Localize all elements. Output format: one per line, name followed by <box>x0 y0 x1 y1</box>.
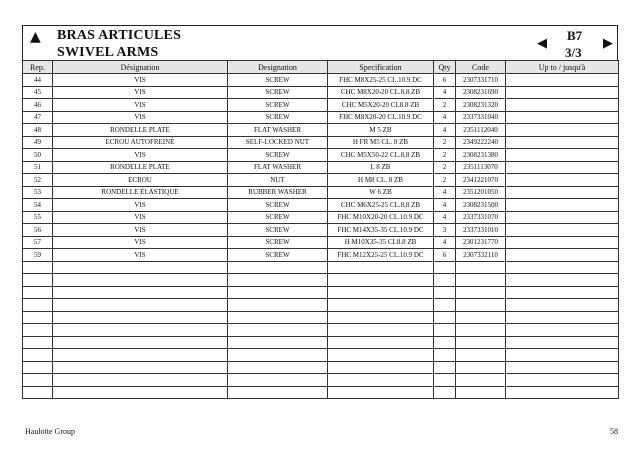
cell-up-to <box>506 74 619 87</box>
cell-specification <box>328 274 434 287</box>
cell-specification: FHC M10X20-20 CL.10.9 DC <box>328 211 434 224</box>
cell-designation-en <box>228 261 328 274</box>
cell-up-to <box>506 236 619 249</box>
next-page-arrow-icon[interactable]: ▶ <box>603 36 613 51</box>
footer-company: Haulotte Group <box>25 427 75 436</box>
cell-designation-fr: VIS <box>53 99 228 112</box>
cell-specification: CHC M5X20-20 CL8.8 ZB <box>328 99 434 112</box>
cell-rep: 50 <box>23 149 53 162</box>
cell-designation-en: SCREW <box>228 224 328 237</box>
page-header <box>22 25 618 60</box>
cell-rep: 54 <box>23 199 53 212</box>
cell-qty <box>434 286 456 299</box>
cell-designation-fr: RONDELLE PLATE <box>53 161 228 174</box>
cell-designation-en: SCREW <box>228 249 328 262</box>
cell-designation-fr: VIS <box>53 236 228 249</box>
cell-rep <box>23 324 53 337</box>
previous-page-arrow-icon[interactable]: ◀ <box>537 36 547 51</box>
cell-code <box>456 274 506 287</box>
cell-designation-fr <box>53 336 228 349</box>
cell-code <box>456 374 506 387</box>
cell-designation-en: SCREW <box>228 236 328 249</box>
cell-qty <box>434 336 456 349</box>
cell-designation-en <box>228 386 328 399</box>
cell-code: 2337331040 <box>456 111 506 124</box>
cell-specification <box>328 361 434 374</box>
cell-code: 2308231690 <box>456 86 506 99</box>
cell-rep: 48 <box>23 124 53 137</box>
cell-designation-fr: VIS <box>53 149 228 162</box>
cell-up-to <box>506 249 619 262</box>
cell-designation-fr <box>53 274 228 287</box>
table-row <box>23 211 619 224</box>
cell-designation-en: SCREW <box>228 86 328 99</box>
cell-code: 2308231320 <box>456 99 506 112</box>
empty-table-row <box>23 286 619 299</box>
cell-designation-en <box>228 361 328 374</box>
cell-qty: 4 <box>434 199 456 212</box>
cell-rep <box>23 299 53 312</box>
cell-qty: 6 <box>434 74 456 87</box>
cell-up-to <box>506 299 619 312</box>
empty-table-row <box>23 336 619 349</box>
cell-specification <box>328 324 434 337</box>
table-row <box>23 186 619 199</box>
empty-table-row <box>23 349 619 362</box>
cell-rep <box>23 286 53 299</box>
cell-up-to <box>506 161 619 174</box>
cell-rep: 55 <box>23 211 53 224</box>
cell-designation-fr: RONDELLE PLATE <box>53 124 228 137</box>
cell-code: 2349222240 <box>456 136 506 149</box>
cell-rep: 57 <box>23 236 53 249</box>
empty-table-row <box>23 374 619 387</box>
cell-specification: CHC M5X50-22 CL.8,8 ZB <box>328 149 434 162</box>
cell-up-to <box>506 286 619 299</box>
cell-rep <box>23 374 53 387</box>
cell-up-to <box>506 324 619 337</box>
cell-designation-en: RUBBER WASHER <box>228 186 328 199</box>
cell-specification: H M8 CL. 8 ZB <box>328 174 434 187</box>
cell-qty: 2 <box>434 161 456 174</box>
cell-qty <box>434 386 456 399</box>
cell-designation-fr: VIS <box>53 211 228 224</box>
cell-up-to <box>506 86 619 99</box>
cell-specification: H M10X35-35 CL8.8 ZB <box>328 236 434 249</box>
cell-designation-fr: VIS <box>53 224 228 237</box>
cell-rep: 46 <box>23 99 53 112</box>
cell-designation-en: SCREW <box>228 211 328 224</box>
cell-code <box>456 349 506 362</box>
cell-qty <box>434 261 456 274</box>
cell-qty: 4 <box>434 86 456 99</box>
cell-up-to <box>506 174 619 187</box>
cell-up-to <box>506 186 619 199</box>
cell-specification: W 6 ZB <box>328 186 434 199</box>
cell-qty: 4 <box>434 236 456 249</box>
cell-rep <box>23 361 53 374</box>
cell-qty: 4 <box>434 124 456 137</box>
cell-rep <box>23 311 53 324</box>
cell-up-to <box>506 136 619 149</box>
table-row <box>23 161 619 174</box>
cell-specification <box>328 311 434 324</box>
cell-rep: 47 <box>23 111 53 124</box>
table-row <box>23 111 619 124</box>
column-header-designation-fr: Désignation <box>53 61 228 74</box>
empty-table-row <box>23 299 619 312</box>
cell-code: 2307331710 <box>456 74 506 87</box>
cell-rep <box>23 349 53 362</box>
column-header-designation-en: Designation <box>228 61 328 74</box>
cell-rep: 51 <box>23 161 53 174</box>
cell-up-to <box>506 349 619 362</box>
cell-rep <box>23 274 53 287</box>
cell-designation-en <box>228 336 328 349</box>
table-row <box>23 249 619 262</box>
cell-qty: 4 <box>434 186 456 199</box>
cell-code <box>456 311 506 324</box>
cell-designation-en: NUT <box>228 174 328 187</box>
cell-code <box>456 324 506 337</box>
cell-specification <box>328 299 434 312</box>
cell-designation-fr <box>53 286 228 299</box>
cell-qty <box>434 374 456 387</box>
cell-rep <box>23 386 53 399</box>
page-count: 3/3 <box>565 45 582 60</box>
cell-up-to <box>506 224 619 237</box>
cell-designation-fr: ECROU AUTOFREINÉ <box>53 136 228 149</box>
cell-code <box>456 299 506 312</box>
cell-code: 2351112040 <box>456 124 506 137</box>
cell-up-to <box>506 274 619 287</box>
cell-specification: H FR M5 CL. 8 ZB <box>328 136 434 149</box>
cell-rep <box>23 336 53 349</box>
cell-rep <box>23 261 53 274</box>
column-header-rep: Rep. <box>23 61 53 74</box>
cell-designation-en: SCREW <box>228 149 328 162</box>
table-row <box>23 149 619 162</box>
cell-up-to <box>506 124 619 137</box>
cell-designation-en: SELF-LOCKED NUT <box>228 136 328 149</box>
up-arrow-icon[interactable]: ▲ <box>30 29 41 45</box>
cell-qty: 2 <box>434 136 456 149</box>
empty-table-row <box>23 324 619 337</box>
cell-up-to <box>506 261 619 274</box>
cell-designation-fr <box>53 299 228 312</box>
cell-code: 2337331070 <box>456 211 506 224</box>
cell-designation-fr <box>53 324 228 337</box>
cell-specification: CHC M8X20-20 CL.8,8 ZB <box>328 86 434 99</box>
empty-table-row <box>23 261 619 274</box>
cell-up-to <box>506 99 619 112</box>
cell-specification <box>328 374 434 387</box>
table-row <box>23 86 619 99</box>
cell-qty <box>434 299 456 312</box>
cell-qty <box>434 361 456 374</box>
cell-qty: 2 <box>434 99 456 112</box>
cell-designation-en <box>228 274 328 287</box>
table-row <box>23 174 619 187</box>
cell-code: 2351113070 <box>456 161 506 174</box>
cell-designation-fr: RONDELLE ÉLASTIQUE <box>53 186 228 199</box>
cell-designation-en: FLAT WASHER <box>228 161 328 174</box>
cell-specification <box>328 349 434 362</box>
cell-qty: 2 <box>434 149 456 162</box>
cell-rep: 44 <box>23 74 53 87</box>
cell-designation-en <box>228 311 328 324</box>
cell-specification: M 5 ZB <box>328 124 434 137</box>
cell-qty <box>434 311 456 324</box>
footer-page-number: 58 <box>610 427 618 436</box>
cell-designation-fr <box>53 374 228 387</box>
cell-specification: FHC M8X20-20 CL.10.9 DC <box>328 111 434 124</box>
table-row <box>23 199 619 212</box>
cell-specification: FHC M8X25-25 CL.10.9 DC <box>328 74 434 87</box>
cell-designation-fr: VIS <box>53 111 228 124</box>
cell-code: 2301231770 <box>456 236 506 249</box>
empty-table-row <box>23 311 619 324</box>
cell-designation-fr <box>53 361 228 374</box>
cell-rep: 49 <box>23 136 53 149</box>
cell-up-to <box>506 199 619 212</box>
table-row <box>23 224 619 237</box>
cell-designation-fr: VIS <box>53 249 228 262</box>
cell-designation-en <box>228 374 328 387</box>
cell-up-to <box>506 361 619 374</box>
cell-specification <box>328 336 434 349</box>
cell-code <box>456 286 506 299</box>
table-body <box>23 74 619 399</box>
table-row <box>23 136 619 149</box>
cell-up-to <box>506 311 619 324</box>
cell-specification: FHC M14X35-35 CL.10.9 DC <box>328 224 434 237</box>
cell-rep: 59 <box>23 249 53 262</box>
cell-specification <box>328 261 434 274</box>
column-header-code: Code <box>456 61 506 74</box>
cell-designation-fr: ECROU <box>53 174 228 187</box>
cell-designation-fr: VIS <box>53 199 228 212</box>
cell-qty: 4 <box>434 111 456 124</box>
cell-code <box>456 336 506 349</box>
cell-qty: 2 <box>434 174 456 187</box>
column-header-specification: Specification <box>328 61 434 74</box>
column-header-qty: Qty <box>434 61 456 74</box>
cell-qty: 6 <box>434 249 456 262</box>
cell-up-to <box>506 386 619 399</box>
cell-designation-en <box>228 324 328 337</box>
empty-table-row <box>23 386 619 399</box>
cell-specification <box>328 286 434 299</box>
cell-specification: FHC M12X25-25 CL.10.9 DC <box>328 249 434 262</box>
cell-qty: 3 <box>434 224 456 237</box>
cell-designation-en: FLAT WASHER <box>228 124 328 137</box>
cell-code: 2341221070 <box>456 174 506 187</box>
cell-code: 2308231500 <box>456 199 506 212</box>
table-row <box>23 74 619 87</box>
cell-designation-en <box>228 299 328 312</box>
cell-rep: 45 <box>23 86 53 99</box>
cell-designation-fr <box>53 349 228 362</box>
page-id: B7 <box>567 28 583 43</box>
cell-designation-fr <box>53 311 228 324</box>
cell-up-to <box>506 149 619 162</box>
column-header-up-to: Up to / jusqu'à <box>506 61 619 74</box>
parts-table <box>22 60 619 399</box>
cell-designation-en: SCREW <box>228 74 328 87</box>
cell-designation-en: SCREW <box>228 111 328 124</box>
table-header-row <box>23 61 619 74</box>
cell-specification: L 8 ZB <box>328 161 434 174</box>
table-row <box>23 99 619 112</box>
cell-designation-en: SCREW <box>228 99 328 112</box>
cell-code: 2337331010 <box>456 224 506 237</box>
table-row <box>23 236 619 249</box>
cell-up-to <box>506 211 619 224</box>
cell-designation-en: SCREW <box>228 199 328 212</box>
title-french: BRAS ARTICULES <box>57 28 182 43</box>
cell-code: 2351201050 <box>456 186 506 199</box>
cell-designation-fr <box>53 386 228 399</box>
cell-rep: 52 <box>23 174 53 187</box>
cell-code: 2307332110 <box>456 249 506 262</box>
cell-up-to <box>506 374 619 387</box>
cell-up-to <box>506 111 619 124</box>
cell-up-to <box>506 336 619 349</box>
cell-code <box>456 361 506 374</box>
empty-table-row <box>23 361 619 374</box>
cell-designation-en <box>228 286 328 299</box>
title-english: SWIVEL ARMS <box>57 45 159 60</box>
cell-qty: 4 <box>434 211 456 224</box>
cell-designation-fr <box>53 261 228 274</box>
cell-designation-fr: VIS <box>53 74 228 87</box>
cell-rep: 53 <box>23 186 53 199</box>
cell-qty <box>434 274 456 287</box>
cell-designation-en <box>228 349 328 362</box>
cell-qty <box>434 324 456 337</box>
cell-designation-fr: VIS <box>53 86 228 99</box>
cell-qty <box>434 349 456 362</box>
table-row <box>23 124 619 137</box>
cell-code: 2308231380 <box>456 149 506 162</box>
cell-specification <box>328 386 434 399</box>
cell-specification: CHC M6X25-25 CL.8,8 ZB <box>328 199 434 212</box>
cell-rep: 56 <box>23 224 53 237</box>
cell-code <box>456 261 506 274</box>
cell-code <box>456 386 506 399</box>
empty-table-row <box>23 274 619 287</box>
